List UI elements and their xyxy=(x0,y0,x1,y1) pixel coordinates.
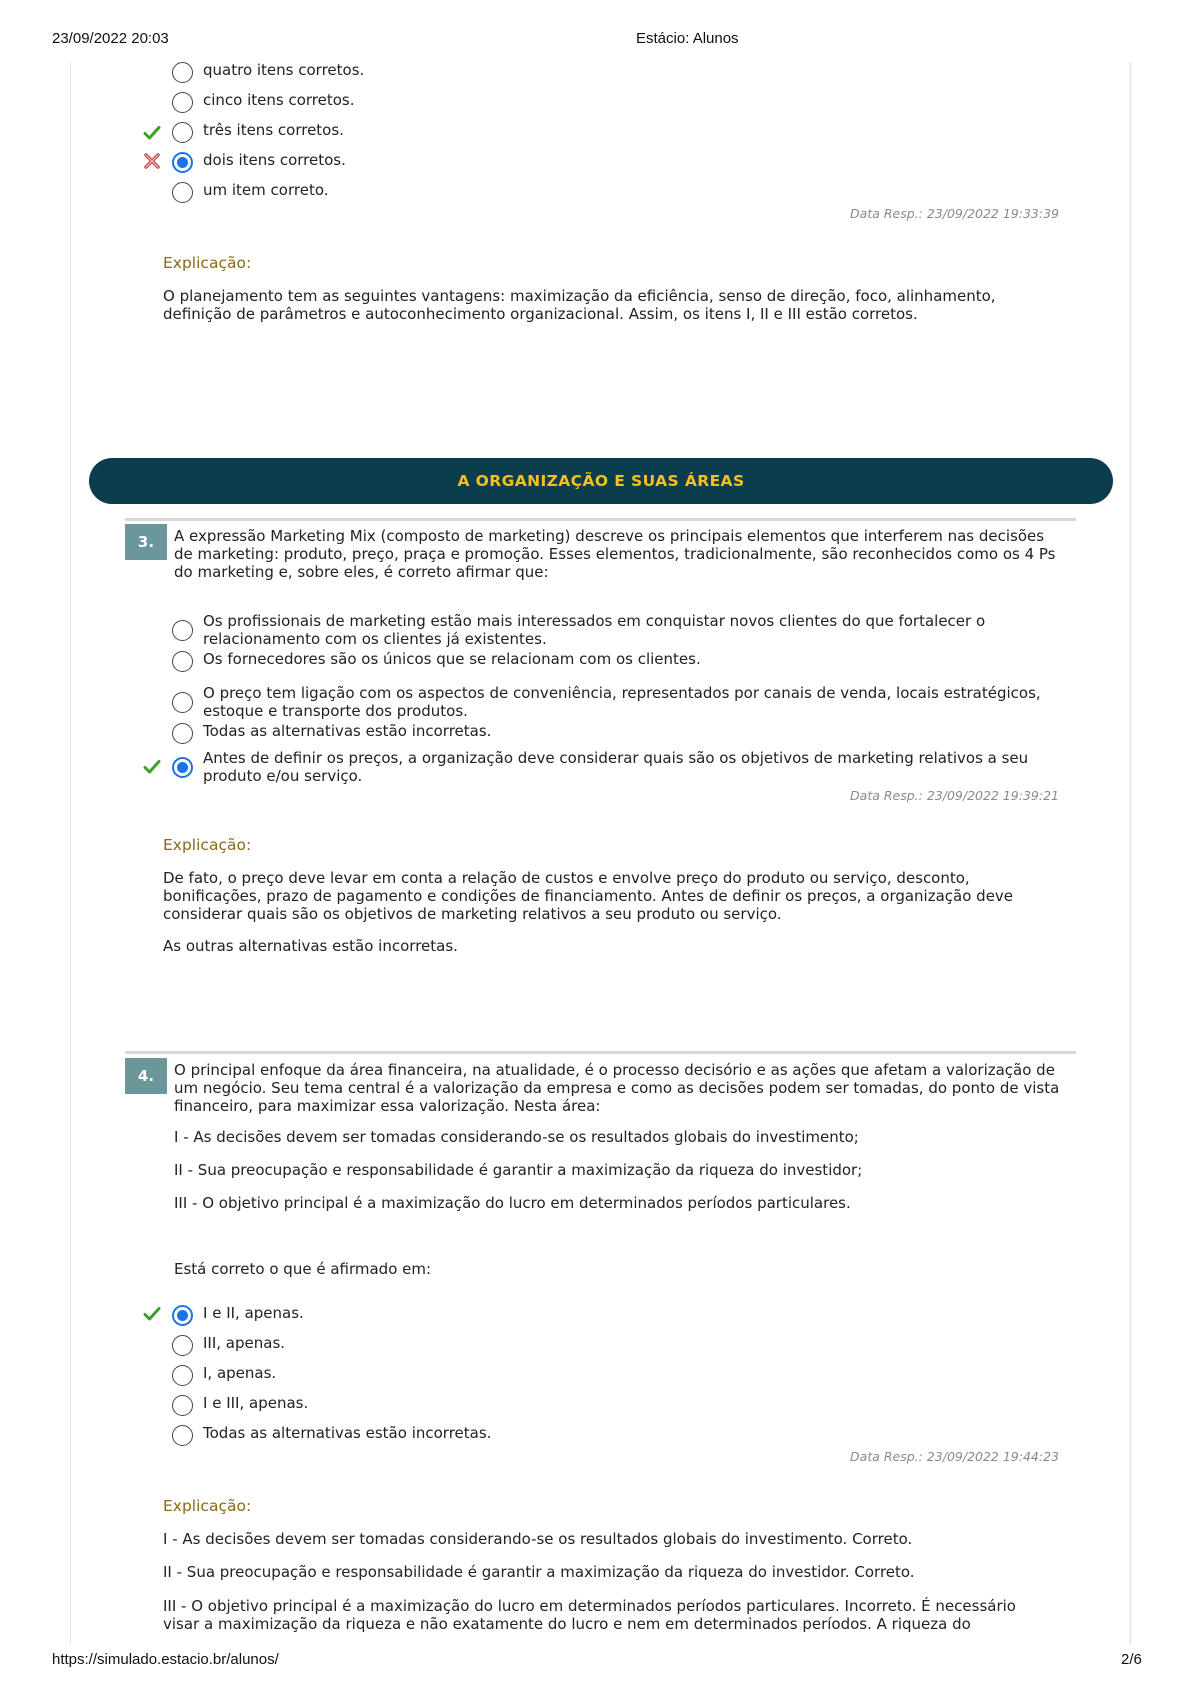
option-label: Todas as alternativas estão incorretas. xyxy=(203,1424,492,1442)
option-label: quatro itens corretos. xyxy=(203,61,365,79)
option-label: três itens corretos. xyxy=(203,121,344,139)
radio-button[interactable] xyxy=(172,92,193,113)
radio-button-selected[interactable] xyxy=(172,757,193,778)
q2-explanation-label: Explicação: xyxy=(163,254,252,272)
print-page-title: Estácio: Alunos xyxy=(636,30,739,47)
correct-check-icon xyxy=(143,758,161,776)
question-divider xyxy=(125,1051,1076,1054)
radio-button[interactable] xyxy=(172,692,193,713)
q4-explanation-line: III - O objetivo principal é a maximização do lucro em determinados períodos particulares. Incorreto. É necessário xyxy=(163,1597,1016,1615)
q3-explanation-extra: As outras alternativas estão incorretas. xyxy=(163,937,458,955)
q4-explanation-line: visar a maximização da riqueza e não exatamente do lucro e nem em determinados períodos. A riqueza do xyxy=(163,1615,971,1633)
q4-statement-3: III - O objetivo principal é a maximização do lucro em determinados períodos particulares. xyxy=(174,1194,851,1212)
content-frame-right-border xyxy=(1129,62,1132,1645)
option-label: dois itens corretos. xyxy=(203,151,346,169)
option-label-line: Os fornecedores são os únicos que se relacionam com os clientes. xyxy=(203,650,701,668)
option-label-line: produto e/ou serviço. xyxy=(203,767,363,785)
option-label-line: estoque e transporte dos produtos. xyxy=(203,702,468,720)
option-label-line: O preço tem ligação com os aspectos de conveniência, representados por canais de venda, locais estratégicos, xyxy=(203,684,1041,702)
wrong-cross-icon xyxy=(143,152,161,170)
q4-question-line: O principal enfoque da área financeira, na atualidade, é o processo decisório e as ações que afetam a valorização de xyxy=(174,1061,1055,1079)
content-frame-left-border xyxy=(70,62,71,1645)
correct-check-icon xyxy=(143,1305,161,1323)
radio-button[interactable] xyxy=(172,182,193,203)
q4-explanation-label: Explicação: xyxy=(163,1497,252,1515)
question-divider xyxy=(125,518,1076,521)
radio-button[interactable] xyxy=(172,1335,193,1356)
option-label: III, apenas. xyxy=(203,1334,286,1352)
q2-explanation-line: definição de parâmetros e autoconhecimento organizacional. Assim, os itens I, II e III estão corretos. xyxy=(163,305,918,323)
q4-explanation-line: II - Sua preocupação e responsabilidade é garantir a maximização da riqueza do investidor. Correto. xyxy=(163,1563,915,1581)
q4-response-date: Data Resp.: 23/09/2022 19:44:23 xyxy=(850,1449,1059,1464)
q4-explanation-line: I - As decisões devem ser tomadas considerando-se os resultados globais do investimento. Correto. xyxy=(163,1530,913,1548)
print-date: 23/09/2022 20:03 xyxy=(52,30,169,47)
radio-button[interactable] xyxy=(172,1425,193,1446)
option-label: I e III, apenas. xyxy=(203,1394,309,1412)
q3-response-date: Data Resp.: 23/09/2022 19:39:21 xyxy=(850,788,1059,803)
q4-statement-2: II - Sua preocupação e responsabilidade é garantir a maximização da riqueza do investidor; xyxy=(174,1161,863,1179)
option-label-line: relacionamento com os clientes já existentes. xyxy=(203,630,547,648)
q4-statement-1: I - As decisões devem ser tomadas considerando-se os resultados globais do investimento; xyxy=(174,1128,859,1146)
q3-question-line: A expressão Marketing Mix (composto de marketing) descreve os principais elementos que interferem nas decisões xyxy=(174,527,1045,545)
radio-button[interactable] xyxy=(172,620,193,641)
option-label-line: Antes de definir os preços, a organização deve considerar quais são os objetivos de marketing relativos a seu xyxy=(203,749,1029,767)
option-label-line: Os profissionais de marketing estão mais interessados em conquistar novos clientes do que fortalecer o xyxy=(203,612,986,630)
radio-button-selected[interactable] xyxy=(172,1305,193,1326)
section-banner xyxy=(89,458,1113,504)
radio-button[interactable] xyxy=(172,1395,193,1416)
q4-question-line: financeiro, para maximizar essa valorização. Nesta área: xyxy=(174,1097,601,1115)
question-number-badge: 4. xyxy=(125,1058,167,1094)
q3-explanation-line: De fato, o preço deve levar em conta a relação de custos e envolve preço do produto ou serviço, desconto, xyxy=(163,869,970,887)
q3-explanation-label: Explicação: xyxy=(163,836,252,854)
q3-explanation-line: considerar quais são os objetivos de marketing relativos a seu produto ou serviço. xyxy=(163,905,782,923)
option-label: um item correto. xyxy=(203,181,329,199)
q4-question-line: um negócio. Seu tema central é a valorização da empresa e como as decisões podem ser tomadas, do ponto de vista xyxy=(174,1079,1060,1097)
radio-button[interactable] xyxy=(172,1365,193,1386)
radio-button-selected[interactable] xyxy=(172,152,193,173)
option-label: I e II, apenas. xyxy=(203,1304,304,1322)
correct-check-icon xyxy=(143,124,161,142)
question-number-badge: 3. xyxy=(125,524,167,560)
q2-explanation-line: O planejamento tem as seguintes vantagens: maximização da eficiência, senso de direção, foco, alinhamento, xyxy=(163,287,996,305)
q2-response-date: Data Resp.: 23/09/2022 19:33:39 xyxy=(850,206,1059,221)
q3-explanation-line: bonificações, prazo de pagamento e condições de financiamento. Antes de definir os preços, a organização deve xyxy=(163,887,1014,905)
radio-button[interactable] xyxy=(172,62,193,83)
q4-prompt: Está correto o que é afirmado em: xyxy=(174,1260,432,1278)
radio-button[interactable] xyxy=(172,723,193,744)
section-title: A ORGANIZAÇÃO E SUAS ÁREAS xyxy=(457,472,745,490)
print-page-number: 2/6 xyxy=(1121,1651,1142,1668)
option-label: I, apenas. xyxy=(203,1364,277,1382)
radio-button[interactable] xyxy=(172,651,193,672)
q3-question-line: de marketing: produto, preço, praça e promoção. Esses elementos, tradicionalmente, são reconhecidos como os 4 Ps xyxy=(174,545,1056,563)
print-url: https://simulado.estacio.br/alunos/ xyxy=(52,1651,279,1668)
radio-button[interactable] xyxy=(172,122,193,143)
q3-question-line: do marketing e, sobre eles, é correto afirmar que: xyxy=(174,563,549,581)
option-label-line: Todas as alternativas estão incorretas. xyxy=(203,722,492,740)
option-label: cinco itens corretos. xyxy=(203,91,355,109)
